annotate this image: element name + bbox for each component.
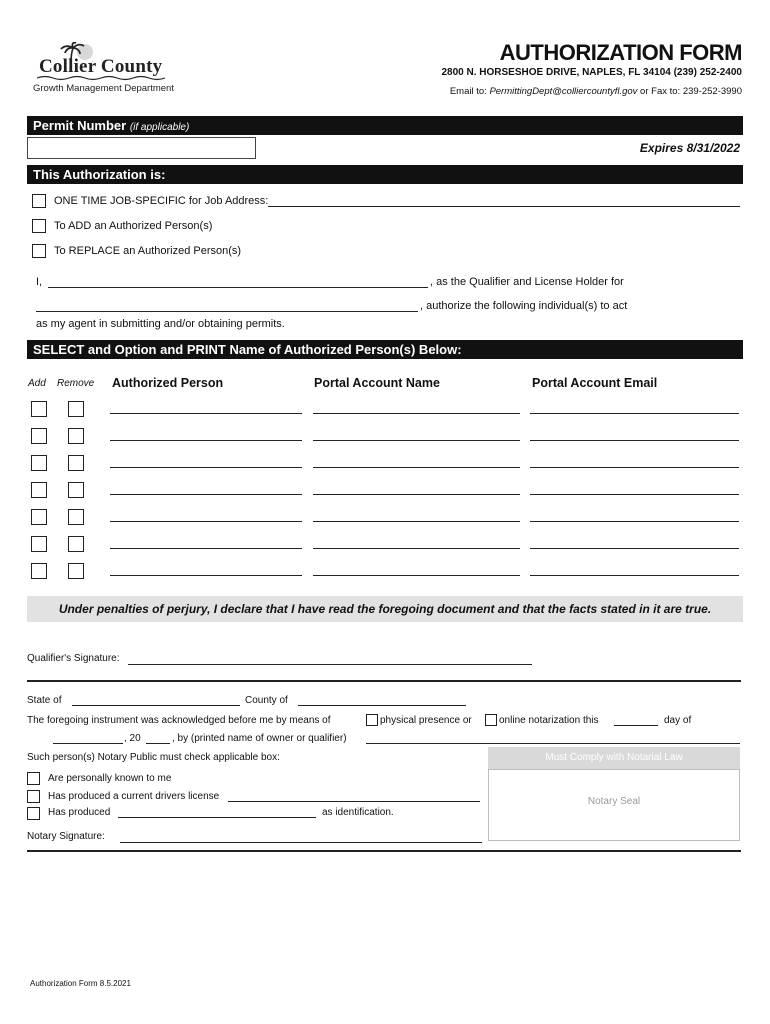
online-notarization-label: online notarization this bbox=[499, 715, 599, 726]
authorized-person-field[interactable] bbox=[110, 575, 302, 576]
portal-account-email-field[interactable] bbox=[530, 548, 739, 549]
month-field[interactable] bbox=[53, 743, 123, 744]
portal-account-name-field[interactable] bbox=[313, 440, 520, 441]
remove-checkbox[interactable] bbox=[68, 455, 84, 471]
email-link[interactable]: PermittingDept@colliercountyfl.gov bbox=[489, 86, 638, 97]
personally-known-checkbox[interactable] bbox=[27, 772, 40, 785]
remove-checkbox[interactable] bbox=[68, 563, 84, 579]
expires-date: Expires 8/31/2022 bbox=[639, 141, 740, 155]
printed-name-label: , by (printed name of owner or qualifier) bbox=[172, 733, 347, 744]
remove-checkbox[interactable] bbox=[68, 428, 84, 444]
portal-account-name-field[interactable] bbox=[313, 413, 520, 414]
acknowledged-text: The foregoing instrument was acknowledged before me by means of bbox=[27, 715, 331, 726]
authorized-person-field[interactable] bbox=[110, 467, 302, 468]
notary-seal-label: Notary Seal bbox=[587, 796, 641, 807]
job-address-field[interactable] bbox=[268, 206, 740, 207]
one-time-checkbox[interactable] bbox=[32, 194, 46, 208]
portal-account-email-field[interactable] bbox=[530, 575, 739, 576]
authorized-person-field[interactable] bbox=[110, 413, 302, 414]
drivers-license-field[interactable] bbox=[228, 801, 480, 802]
county-of-label: County of bbox=[245, 695, 288, 706]
county-field[interactable] bbox=[298, 705, 466, 706]
permit-number-note: (if applicable) bbox=[129, 122, 190, 133]
permit-number-bar bbox=[27, 116, 743, 135]
replace-person-checkbox[interactable] bbox=[32, 244, 46, 258]
statement-authorize: , authorize the following individual(s) to act bbox=[420, 300, 628, 312]
col-add-header: Add bbox=[28, 378, 46, 389]
remove-checkbox[interactable] bbox=[68, 509, 84, 525]
remove-checkbox[interactable] bbox=[68, 482, 84, 498]
portal-account-email-field[interactable] bbox=[530, 494, 739, 495]
portal-account-name-field[interactable] bbox=[313, 575, 520, 576]
replace-person-label: To REPLACE an Authorized Person(s) bbox=[54, 245, 242, 257]
office-address: 2800 N. HORSESHOE DRIVE, NAPLES, FL 34104 (239) 252-2400 bbox=[441, 67, 742, 78]
authorized-person-field[interactable] bbox=[110, 440, 302, 441]
remove-checkbox[interactable] bbox=[68, 536, 84, 552]
drivers-license-checkbox[interactable] bbox=[27, 790, 40, 803]
add-checkbox[interactable] bbox=[31, 401, 47, 417]
fax-number: or Fax to: 239-252-3990 bbox=[637, 86, 742, 97]
add-checkbox[interactable] bbox=[31, 428, 47, 444]
day-field[interactable] bbox=[614, 725, 658, 726]
portal-account-name-field[interactable] bbox=[313, 548, 520, 549]
logo-department: Growth Management Department bbox=[33, 83, 174, 94]
day-of-label: day of bbox=[664, 715, 692, 726]
printed-name-field[interactable] bbox=[366, 743, 740, 744]
page-title: AUTHORIZATION FORM bbox=[499, 40, 742, 65]
portal-account-email-field[interactable] bbox=[530, 440, 739, 441]
add-checkbox[interactable] bbox=[31, 509, 47, 525]
remove-checkbox[interactable] bbox=[68, 401, 84, 417]
permit-number-field[interactable] bbox=[27, 137, 256, 159]
add-checkbox[interactable] bbox=[31, 482, 47, 498]
state-of-label: State of bbox=[27, 695, 62, 706]
personally-known-label: Are personally known to me bbox=[48, 773, 172, 784]
add-checkbox[interactable] bbox=[31, 536, 47, 552]
col-portal-email-header: Portal Account Email bbox=[532, 376, 658, 390]
authorized-person-field[interactable] bbox=[110, 521, 302, 522]
portal-account-email-field[interactable] bbox=[530, 521, 739, 522]
logo-name: Collier County bbox=[39, 56, 163, 77]
col-portal-name-header: Portal Account Name bbox=[314, 376, 440, 390]
authorized-person-field[interactable] bbox=[110, 548, 302, 549]
notary-signature-label: Notary Signature: bbox=[27, 831, 105, 842]
statement-i: I, bbox=[36, 276, 43, 288]
company-name-field[interactable] bbox=[36, 311, 418, 312]
one-time-label: ONE TIME JOB-SPECIFIC for Job Address: bbox=[54, 195, 269, 207]
authorization-type-bar: This Authorization is: bbox=[27, 165, 743, 184]
qualifier-name-field[interactable] bbox=[48, 287, 428, 288]
qualifier-signature-label: Qualifier's Signature: bbox=[27, 653, 120, 664]
as-identification-label: as identification. bbox=[322, 807, 394, 818]
add-checkbox[interactable] bbox=[31, 563, 47, 579]
produced-id-field[interactable] bbox=[118, 817, 316, 818]
county-logo bbox=[33, 42, 173, 94]
statement-qualifier: , as the Qualifier and License Holder for bbox=[430, 276, 624, 288]
physical-presence-checkbox[interactable] bbox=[366, 714, 378, 726]
add-person-label: To ADD an Authorized Person(s) bbox=[54, 220, 213, 232]
col-person-header: Authorized Person bbox=[112, 376, 224, 390]
notary-comply-header: Must Comply with Notarial Law bbox=[488, 747, 740, 769]
notary-signature-field[interactable] bbox=[120, 842, 482, 843]
produced-id-label: Has produced bbox=[48, 807, 111, 818]
qualifier-signature-field[interactable] bbox=[128, 664, 532, 665]
portal-account-email-field[interactable] bbox=[530, 467, 739, 468]
email-prefix: Email to: bbox=[449, 86, 490, 97]
col-remove-header: Remove bbox=[57, 378, 95, 389]
portal-account-name-field[interactable] bbox=[313, 494, 520, 495]
perjury-statement: Under penalties of perjury, I declare that I have read the foregoing document and that the facts stated in it are true. bbox=[27, 596, 743, 622]
such-persons-text: Such person(s) Notary Public must check applicable box: bbox=[27, 752, 280, 763]
portal-account-email-field[interactable] bbox=[530, 413, 739, 414]
drivers-license-label: Has produced a current drivers license bbox=[48, 791, 220, 802]
authorized-person-field[interactable] bbox=[110, 494, 302, 495]
bottom-divider bbox=[27, 850, 741, 852]
select-section-bar: SELECT and Option and PRINT Name of Authorized Person(s) Below: bbox=[27, 340, 743, 359]
portal-account-name-field[interactable] bbox=[313, 521, 520, 522]
divider bbox=[27, 680, 741, 682]
state-field[interactable] bbox=[72, 705, 240, 706]
portal-account-name-field[interactable] bbox=[313, 467, 520, 468]
online-notarization-checkbox[interactable] bbox=[485, 714, 497, 726]
year-field[interactable] bbox=[146, 743, 170, 744]
add-person-checkbox[interactable] bbox=[32, 219, 46, 233]
notary-seal-box bbox=[488, 769, 740, 841]
permit-number-label: Permit Number bbox=[33, 118, 127, 133]
statement-agent: as my agent in submitting and/or obtaining permits. bbox=[36, 318, 285, 330]
year-prefix: , 20 bbox=[124, 733, 141, 744]
wave-icon bbox=[37, 75, 167, 81]
physical-presence-label: physical presence or bbox=[380, 715, 472, 726]
contact-line bbox=[450, 86, 742, 97]
produced-id-checkbox[interactable] bbox=[27, 807, 40, 820]
form-version-footer: Authorization Form 8.5.2021 bbox=[30, 979, 131, 988]
add-checkbox[interactable] bbox=[31, 455, 47, 471]
